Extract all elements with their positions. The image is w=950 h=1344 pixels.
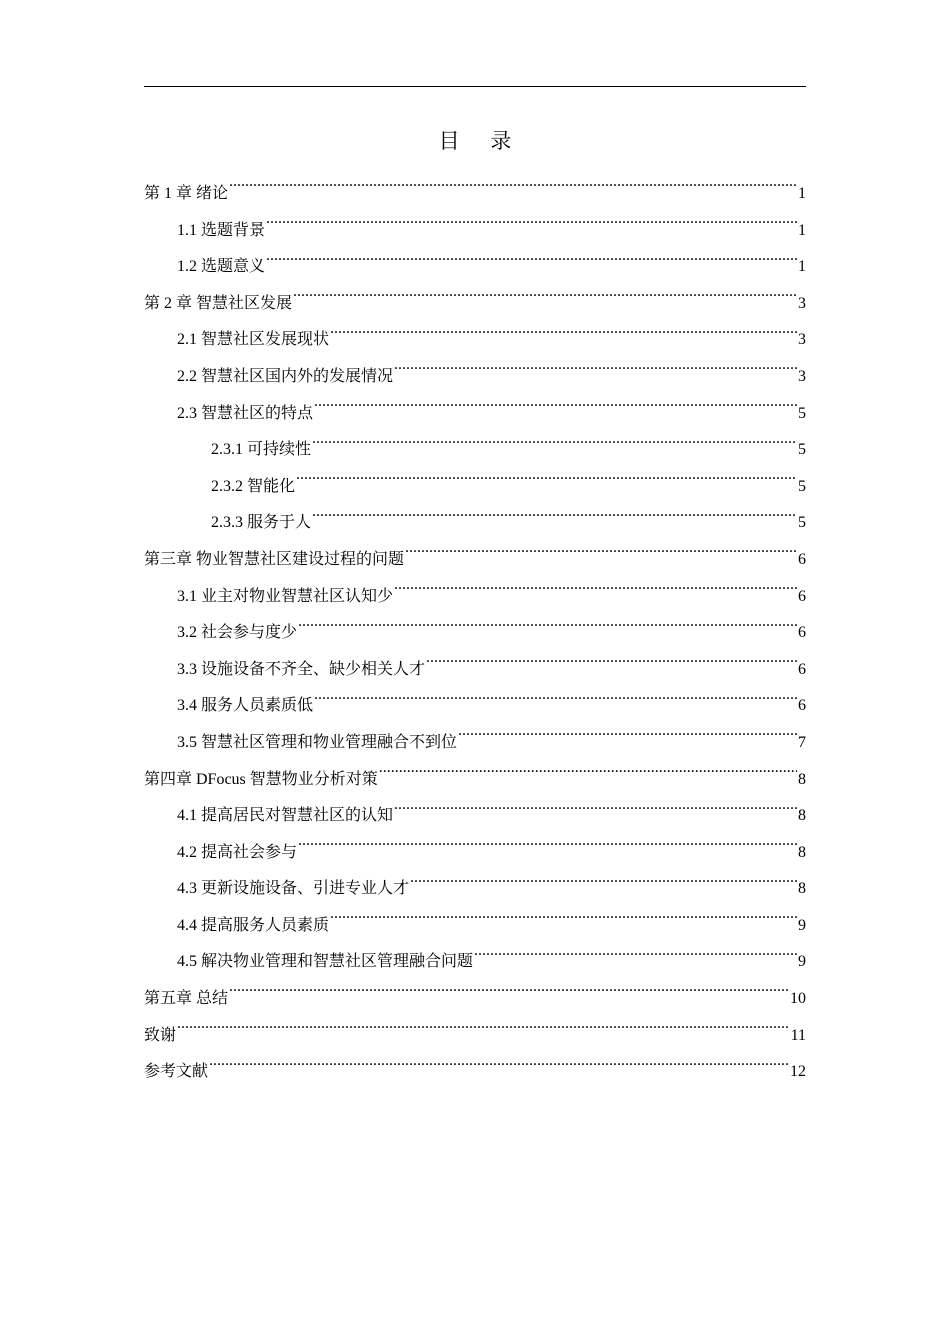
toc-entry-title: 参考文献: [144, 1063, 209, 1081]
toc-page-number: 12: [790, 1063, 806, 1081]
toc-entry[interactable]: [144, 579, 806, 616]
toc-page-number: 9: [798, 916, 806, 934]
toc-page-number: 8: [798, 770, 806, 788]
toc-entry[interactable]: [144, 798, 806, 835]
table-of-contents: [144, 176, 806, 1091]
toc-entry-title: 3.4 服务人员素质低: [177, 697, 314, 715]
toc-entry-title: 第三章 物业智慧社区建设过程的问题: [144, 550, 405, 568]
toc-entry-title: 第四章 DFocus 智慧物业分析对策: [144, 770, 378, 788]
toc-dot-leader: [394, 365, 797, 381]
toc-entry-title: 2.3.1 可持续性: [211, 441, 312, 459]
toc-page-number: 8: [798, 843, 806, 861]
toc-entry-title: 4.3 更新设施设备、引进专业人才: [177, 880, 410, 898]
toc-page-number: 3: [798, 294, 806, 312]
toc-page-number: 5: [798, 514, 806, 532]
toc-entry[interactable]: [144, 615, 806, 652]
toc-page-number: 6: [798, 697, 806, 715]
toc-entry[interactable]: [144, 213, 806, 250]
toc-entry[interactable]: [144, 176, 806, 213]
toc-entry[interactable]: [144, 542, 806, 579]
toc-entry-title: 3.1 业主对物业智慧社区认知少: [177, 587, 394, 605]
toc-page-number: 3: [798, 331, 806, 349]
toc-dot-leader: [266, 255, 797, 271]
toc-dot-leader: [229, 987, 789, 1003]
toc-page-number: 6: [798, 550, 806, 568]
toc-page-number: 10: [790, 990, 806, 1008]
toc-entry-title: 4.2 提高社会参与: [177, 843, 298, 861]
toc-dot-leader: [293, 292, 797, 308]
toc-dot-leader: [330, 328, 797, 344]
toc-dot-leader: [394, 804, 797, 820]
toc-entry[interactable]: [144, 762, 806, 799]
toc-dot-leader: [229, 182, 797, 198]
toc-entry-title: 第 1 章 绪论: [144, 185, 229, 202]
toc-entry[interactable]: [144, 688, 806, 725]
toc-entry[interactable]: [144, 505, 806, 542]
toc-dot-leader: [298, 621, 797, 637]
toc-dot-leader: [379, 768, 797, 784]
toc-entry[interactable]: [144, 652, 806, 689]
toc-page-number: 3: [798, 367, 806, 385]
toc-entry-title: 3.2 社会参与度少: [177, 624, 298, 642]
toc-page-number: 9: [798, 953, 806, 971]
toc-dot-leader: [209, 1060, 789, 1076]
toc-page-number: 6: [798, 660, 806, 678]
toc-entry[interactable]: [144, 249, 806, 286]
toc-entry[interactable]: [144, 725, 806, 762]
toc-entry-title: 2.3 智慧社区的特点: [177, 404, 314, 422]
toc-entry[interactable]: [144, 871, 806, 908]
toc-dot-leader: [177, 1024, 790, 1040]
toc-dot-leader: [298, 841, 797, 857]
toc-dot-leader: [266, 219, 797, 235]
toc-entry-title: 3.3 设施设备不齐全、缺少相关人才: [177, 660, 426, 678]
toc-dot-leader: [394, 585, 797, 601]
toc-entry-title: 4.4 提高服务人员素质: [177, 916, 330, 934]
toc-entry-title: 2.3.2 智能化: [211, 477, 296, 495]
toc-entry[interactable]: [144, 944, 806, 981]
toc-entry-title: 2.3.3 服务于人: [211, 514, 312, 532]
toc-page-number: 5: [798, 441, 806, 459]
toc-entry-title: 4.1 提高居民对智慧社区的认知: [177, 807, 394, 825]
toc-page-number: 11: [790, 1026, 806, 1044]
toc-dot-leader: [410, 877, 797, 893]
toc-entry[interactable]: [144, 835, 806, 872]
toc-page-number: 7: [798, 733, 806, 751]
toc-dot-leader: [312, 438, 797, 454]
toc-dot-leader: [458, 731, 797, 747]
toc-entry[interactable]: [144, 286, 806, 323]
toc-dot-leader: [330, 914, 797, 930]
toc-entry-title: 1.1 选题背景: [177, 221, 266, 239]
toc-page-number: 8: [798, 880, 806, 898]
toc-dot-leader: [296, 475, 797, 491]
toc-dot-leader: [314, 402, 797, 418]
toc-entry-title: 1.2 选题意义: [177, 258, 266, 276]
toc-page-number: 1: [798, 185, 806, 202]
toc-entry[interactable]: [144, 396, 806, 433]
toc-page-number: 6: [798, 624, 806, 642]
toc-entry-title: 4.5 解决物业管理和智慧社区管理融合问题: [177, 953, 474, 971]
toc-page-number: 5: [798, 404, 806, 422]
toc-dot-leader: [312, 511, 797, 527]
toc-entry-title: 2.2 智慧社区国内外的发展情况: [177, 367, 394, 385]
toc-dot-leader: [405, 548, 797, 564]
toc-entry[interactable]: [144, 432, 806, 469]
toc-entry[interactable]: [144, 1054, 806, 1091]
toc-entry-title: 第五章 总结: [144, 990, 229, 1008]
toc-page-number: 5: [798, 477, 806, 495]
toc-title: 目 录: [438, 129, 524, 153]
toc-dot-leader: [474, 950, 797, 966]
header-rule: [144, 86, 806, 87]
toc-entry-title: 第 2 章 智慧社区发展: [144, 294, 293, 312]
toc-page-number: 1: [798, 258, 806, 276]
toc-dot-leader: [314, 694, 797, 710]
toc-entry[interactable]: [144, 469, 806, 506]
toc-page-number: 6: [798, 587, 806, 605]
toc-dot-leader: [426, 658, 797, 674]
toc-page-number: 1: [798, 221, 806, 239]
toc-page-number: 8: [798, 807, 806, 825]
toc-entry[interactable]: [144, 322, 806, 359]
toc-entry-title: 2.1 智慧社区发展现状: [177, 331, 330, 349]
toc-entry[interactable]: [144, 1018, 806, 1055]
toc-entry[interactable]: [144, 981, 806, 1018]
toc-entry-title: 致谢: [144, 1026, 177, 1044]
toc-entry[interactable]: [144, 908, 806, 945]
toc-entry-title: 3.5 智慧社区管理和物业管理融合不到位: [177, 733, 458, 751]
toc-entry[interactable]: [144, 359, 806, 396]
